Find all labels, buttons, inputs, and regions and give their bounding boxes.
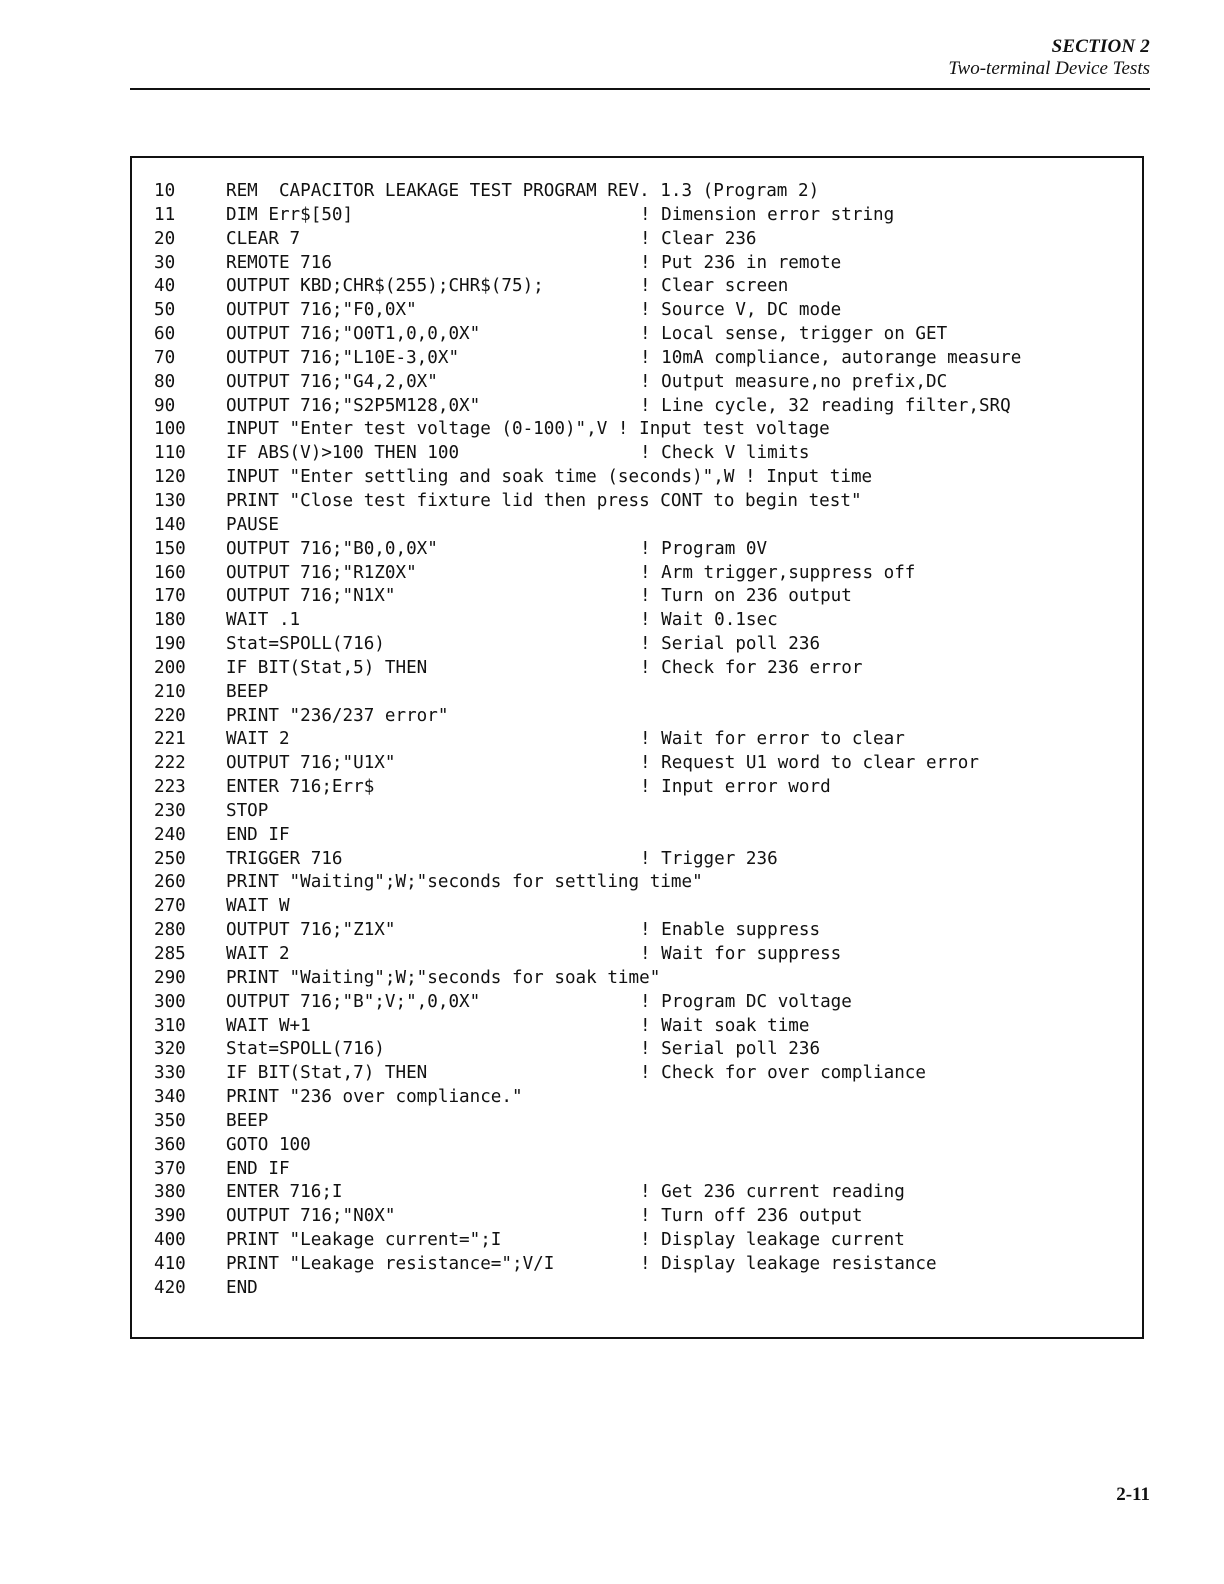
line-statement: OUTPUT 716;"B";V;",0,0X" (226, 991, 481, 1012)
line-statement: WAIT W+1 (226, 1015, 311, 1036)
line-statement: OUTPUT 716;"R1Z0X" (226, 562, 417, 583)
line-number: 400 (154, 1230, 186, 1251)
line-number: 80 (154, 371, 176, 392)
line-statement: PRINT "Close test fixture lid then press CONT to begin test" (226, 490, 862, 511)
section-subtitle: Two-terminal Device Tests (948, 58, 1150, 79)
line-comment: ! Serial poll 236 (640, 634, 821, 655)
line-number: 200 (154, 657, 186, 678)
line-comment: ! Output measure,no prefix,DC (640, 371, 948, 392)
line-comment: ! Wait for suppress (640, 944, 842, 964)
line-number: 30 (154, 252, 176, 273)
line-statement: PAUSE (226, 514, 279, 535)
program-listing-box (130, 156, 1144, 1339)
line-number: 380 (154, 1182, 186, 1203)
line-statement: END (226, 1277, 258, 1298)
line-statement: PRINT "Waiting";W;"seconds for settling time" (226, 872, 703, 893)
line-comment: ! Input error word (640, 777, 831, 798)
line-statement: DIM Err$[50] (226, 204, 354, 225)
line-statement: Stat=SPOLL(716) (226, 634, 385, 655)
line-number: 40 (154, 276, 176, 297)
line-statement: Stat=SPOLL(716) (226, 1039, 385, 1060)
line-number: 160 (154, 562, 186, 583)
line-number: 190 (154, 634, 186, 655)
line-comment: ! Program 0V (640, 538, 768, 559)
line-comment: ! Wait for error to clear (640, 729, 905, 750)
line-number: 280 (154, 920, 186, 941)
line-number: 223 (154, 777, 186, 798)
line-statement: OUTPUT 716;"O0T1,0,0,0X" (226, 324, 481, 345)
line-statement: OUTPUT 716;"Z1X" (226, 920, 396, 941)
line-comment: ! Check V limits (640, 443, 810, 464)
line-number: 150 (154, 538, 186, 559)
line-comment: ! Trigger 236 (640, 848, 778, 869)
line-comment: ! Dimension error string (640, 204, 895, 225)
line-number: 260 (154, 872, 186, 893)
line-comment: ! Clear 236 (640, 228, 757, 249)
line-number: 130 (154, 490, 186, 511)
line-comment: ! Request U1 word to clear error (640, 753, 979, 774)
line-number: 221 (154, 729, 186, 750)
line-number: 420 (154, 1277, 186, 1298)
line-statement: WAIT 2 (226, 944, 290, 964)
line-statement: ENTER 716;I (226, 1182, 343, 1203)
line-comment: ! Arm trigger,suppress off (640, 562, 916, 583)
line-comment: ! Serial poll 236 (640, 1039, 821, 1060)
line-number: 320 (154, 1039, 186, 1060)
line-statement: PRINT "236/237 error" (226, 705, 449, 726)
line-number: 70 (154, 347, 176, 368)
line-statement: GOTO 100 (226, 1134, 311, 1155)
line-statement: OUTPUT 716;"F0,0X" (226, 300, 417, 321)
line-number: 360 (154, 1134, 186, 1155)
line-comment: ! Enable suppress (640, 920, 821, 941)
line-statement: OUTPUT 716;"N0X" (226, 1206, 396, 1227)
line-number: 330 (154, 1063, 186, 1084)
line-comment: ! Wait 0.1sec (640, 610, 778, 631)
line-comment: ! Wait soak time (640, 1015, 810, 1036)
line-statement: TRIGGER 716 (226, 848, 343, 869)
line-statement: STOP (226, 800, 269, 821)
line-statement: OUTPUT 716;"G4,2,0X" (226, 371, 438, 392)
line-statement: OUTPUT 716;"B0,0,0X" (226, 538, 438, 559)
line-number: 390 (154, 1206, 186, 1227)
line-number: 240 (154, 824, 186, 845)
line-statement: PRINT "Waiting";W;"seconds for soak time" (226, 967, 661, 988)
line-number: 285 (154, 944, 186, 964)
line-statement: REMOTE 716 (226, 252, 332, 273)
line-statement: END IF (226, 1158, 290, 1179)
line-number: 300 (154, 991, 186, 1012)
line-comment: ! Check for over compliance (640, 1063, 926, 1084)
line-number: 120 (154, 467, 186, 488)
line-statement: WAIT W (226, 896, 290, 917)
line-comment: ! Turn off 236 output (640, 1206, 863, 1227)
section-label: SECTION 2 (1051, 36, 1150, 57)
page-number: 2-11 (1116, 1484, 1150, 1505)
line-number: 20 (154, 228, 176, 249)
line-statement: OUTPUT 716;"S2P5M128,0X" (226, 395, 481, 416)
line-number: 340 (154, 1087, 186, 1108)
line-number: 250 (154, 848, 186, 869)
line-number: 60 (154, 324, 176, 345)
line-statement: PRINT "236 over compliance." (226, 1087, 523, 1108)
line-number: 410 (154, 1253, 186, 1274)
line-comment: ! Line cycle, 32 reading filter,SRQ (640, 395, 1011, 416)
line-number: 11 (154, 204, 176, 225)
line-number: 100 (154, 419, 186, 440)
line-statement: OUTPUT 716;"L10E-3,0X" (226, 347, 460, 368)
line-number: 210 (154, 681, 186, 702)
line-comment: ! Display leakage current (640, 1230, 905, 1251)
line-statement: CLEAR 7 (226, 228, 301, 249)
line-comment: ! 10mA compliance, autorange measure (640, 347, 1022, 368)
line-number: 350 (154, 1110, 186, 1131)
line-statement: IF ABS(V)>100 THEN 100 (226, 443, 460, 464)
line-comment: ! Clear screen (640, 276, 789, 297)
line-number: 222 (154, 753, 186, 774)
line-comment: ! Display leakage resistance (640, 1253, 937, 1274)
line-number: 270 (154, 896, 186, 917)
page-header (948, 36, 1150, 80)
line-statement: INPUT "Enter test voltage (0-100)",V ! Input test voltage (226, 419, 830, 440)
line-statement: ENTER 716;Err$ (226, 777, 375, 798)
line-comment: ! Turn on 236 output (640, 586, 852, 607)
line-statement: OUTPUT 716;"U1X" (226, 753, 396, 774)
line-comment: ! Program DC voltage (640, 991, 852, 1012)
line-number: 50 (154, 300, 176, 321)
line-number: 220 (154, 705, 186, 726)
line-statement: BEEP (226, 681, 269, 702)
line-number: 230 (154, 800, 186, 821)
line-statement: END IF (226, 824, 290, 845)
line-statement: PRINT "Leakage current=";I (226, 1230, 502, 1251)
line-number: 140 (154, 514, 186, 535)
line-number: 110 (154, 443, 186, 464)
line-statement: WAIT 2 (226, 729, 290, 750)
line-comment: ! Check for 236 error (640, 657, 863, 678)
line-number: 10 (154, 181, 176, 201)
line-number: 170 (154, 586, 186, 607)
line-number: 90 (154, 395, 176, 416)
line-statement: PRINT "Leakage resistance=";V/I (226, 1253, 555, 1274)
line-comment: ! Local sense, trigger on GET (640, 324, 948, 345)
line-number: 180 (154, 610, 186, 631)
line-statement: WAIT .1 (226, 610, 301, 631)
line-number: 310 (154, 1015, 186, 1036)
line-statement: OUTPUT 716;"N1X" (226, 586, 396, 607)
line-statement: INPUT "Enter settling and soak time (seconds)",W ! Input time (226, 467, 873, 488)
line-comment: ! Source V, DC mode (640, 300, 842, 321)
line-number: 370 (154, 1158, 186, 1179)
line-statement: OUTPUT KBD;CHR$(255);CHR$(75); (226, 276, 544, 297)
line-statement: IF BIT(Stat,5) THEN (226, 657, 428, 678)
line-statement: BEEP (226, 1110, 269, 1131)
line-comment: ! Put 236 in remote (640, 252, 842, 273)
line-number: 290 (154, 967, 186, 988)
header-rule (130, 88, 1150, 90)
line-comment: ! Get 236 current reading (640, 1182, 905, 1203)
line-statement: IF BIT(Stat,7) THEN (226, 1063, 428, 1084)
line-statement: REM CAPACITOR LEAKAGE TEST PROGRAM REV. 1.3 (Program 2) (226, 181, 820, 201)
